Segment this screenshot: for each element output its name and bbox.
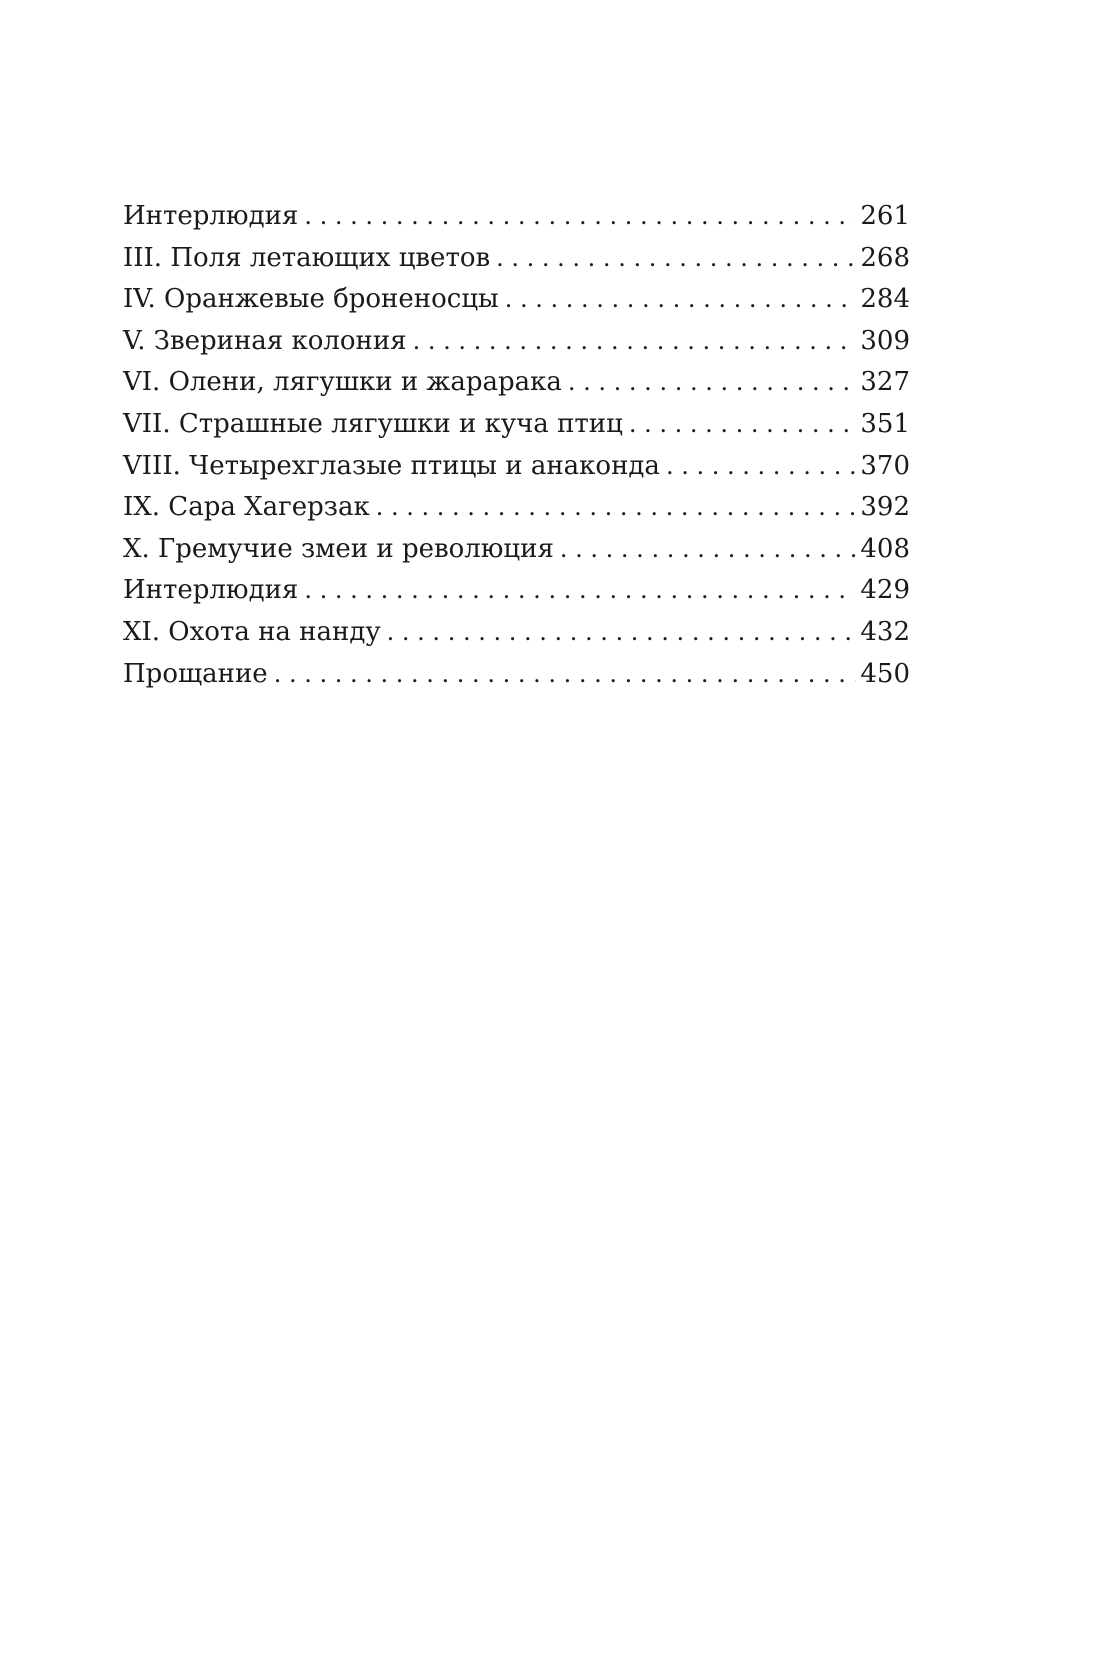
toc-entry-title: III. Поля летающих цветов xyxy=(123,242,491,273)
dot-leader xyxy=(568,362,856,404)
dot-leader xyxy=(387,612,857,654)
toc-entry-page: 370 xyxy=(860,450,910,481)
dot-leader xyxy=(413,321,857,363)
toc-entry xyxy=(123,612,910,654)
toc-entry-page: 392 xyxy=(860,492,910,523)
toc-entry-title: VII. Страшные лягушки и куча птиц xyxy=(123,408,623,439)
toc-entry-page: 327 xyxy=(860,367,910,398)
toc-entry-title: X. Гремучие змеи и революция xyxy=(123,533,554,564)
toc-entry-page: 432 xyxy=(860,616,910,647)
toc-entry-title: V. Звериная колония xyxy=(123,325,407,356)
toc-entry-title: IV. Оранжевые броненосцы xyxy=(123,284,499,315)
dot-leader xyxy=(274,654,857,696)
toc-entry xyxy=(123,196,910,238)
toc-entry xyxy=(123,238,910,280)
toc-entry-page: 268 xyxy=(860,242,910,273)
toc-entry xyxy=(123,570,910,612)
toc-entry-page: 284 xyxy=(860,284,910,315)
toc-entry xyxy=(123,487,910,529)
toc-entry-page: 429 xyxy=(860,575,910,606)
dot-leader xyxy=(496,238,856,280)
toc-entry xyxy=(123,279,910,321)
dot-leader xyxy=(505,279,857,321)
toc-entry-page: 450 xyxy=(860,658,910,689)
toc-entry xyxy=(123,362,910,404)
toc-entry-title: Интерлюдия xyxy=(123,575,299,606)
toc-entry-title: VIII. Четырехглазые птицы и анаконда xyxy=(123,450,660,481)
toc-entry xyxy=(123,529,910,571)
toc-entry-title: Прощание xyxy=(123,658,268,689)
toc-entry xyxy=(123,654,910,696)
toc-entry xyxy=(123,404,910,446)
dot-leader xyxy=(304,196,856,238)
toc-entry-page: 309 xyxy=(860,325,910,356)
toc-entry-title: Интерлюдия xyxy=(123,201,299,231)
dot-leader xyxy=(629,404,857,446)
toc-entry xyxy=(123,446,910,488)
toc-entry-title: VI. Олени, лягушки и жарарака xyxy=(123,367,562,398)
toc-entry xyxy=(123,321,910,363)
toc-entry-title: IX. Сара Хагерзак xyxy=(123,492,370,523)
toc-entry-page: 408 xyxy=(860,533,910,564)
dot-leader xyxy=(376,487,857,529)
toc-entry-title: XI. Охота на нанду xyxy=(123,616,381,647)
toc-entry-page: 261 xyxy=(860,201,910,231)
dot-leader xyxy=(304,570,856,612)
dot-leader xyxy=(560,529,856,571)
dot-leader xyxy=(666,446,856,488)
toc-entry-page: 351 xyxy=(860,408,910,439)
table-of-contents xyxy=(123,196,910,695)
